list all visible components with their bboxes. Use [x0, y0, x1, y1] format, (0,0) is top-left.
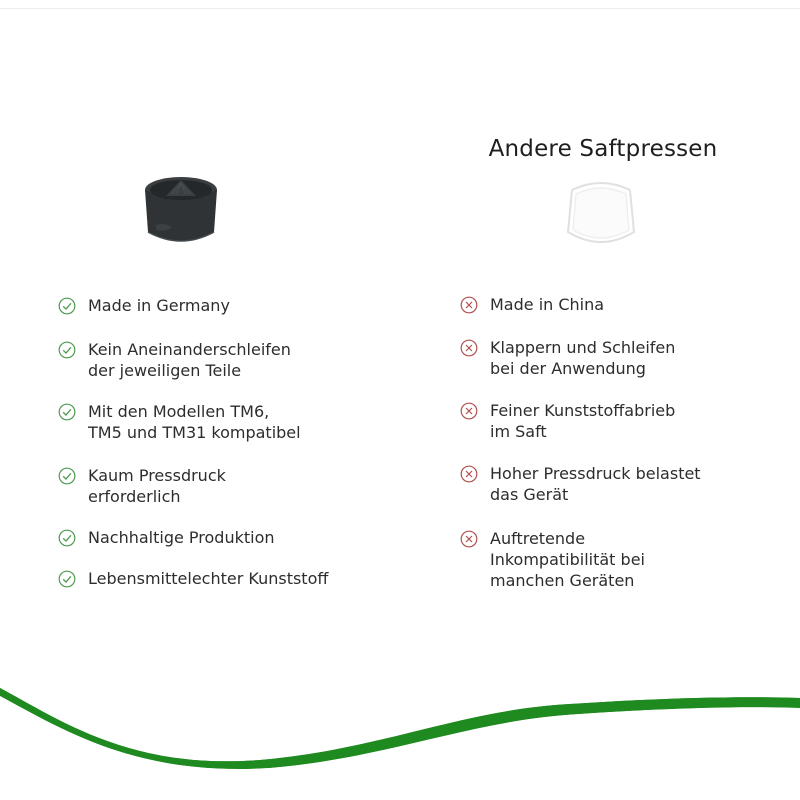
x-circle-icon — [460, 402, 478, 420]
line: Feiner Kunststoffabrieb — [490, 401, 676, 420]
line: der jeweiligen Teile — [88, 361, 242, 380]
advantage-text — [88, 295, 230, 316]
x-circle-icon — [460, 339, 478, 357]
x-circle-icon — [460, 296, 478, 314]
line: erforderlich — [88, 487, 181, 506]
disadvantage-text — [490, 294, 604, 315]
line: Kaum Pressdruck — [88, 466, 226, 485]
line: Made in China — [490, 295, 605, 314]
x-circle-icon — [460, 465, 478, 483]
line: Hoher Pressdruck belastet — [490, 464, 701, 483]
line: manchen Geräten — [490, 571, 635, 590]
check-circle-icon — [58, 467, 76, 485]
line: Klappern und Schleifen — [490, 338, 676, 357]
line: Auftretende — [490, 529, 586, 548]
line: Kein Aneinanderschleifen — [88, 340, 291, 359]
advantage-text — [88, 339, 291, 381]
line: Mit den Modellen TM6, — [88, 402, 270, 421]
right-column-title: Andere Saftpressen — [488, 136, 718, 162]
product-image-other-press — [560, 176, 642, 254]
check-circle-icon — [58, 570, 76, 588]
check-circle-icon — [58, 529, 76, 547]
disadvantage-text — [490, 337, 675, 379]
advantage-text — [88, 527, 275, 548]
check-circle-icon — [58, 297, 76, 315]
line: im Saft — [490, 422, 547, 441]
check-circle-icon — [58, 403, 76, 421]
line: Inkompatibilität bei — [490, 550, 645, 569]
disadvantage-text — [490, 463, 701, 505]
advantage-text — [88, 401, 301, 443]
line: Lebensmittelechter Kunststoff — [88, 569, 329, 588]
disadvantage-text — [490, 528, 645, 591]
product-image-juicer — [136, 170, 226, 250]
advantage-text — [88, 568, 328, 589]
line: bei der Anwendung — [490, 359, 646, 378]
advantage-text — [88, 465, 226, 507]
line: das Gerät — [490, 485, 569, 504]
check-circle-icon — [58, 341, 76, 359]
x-circle-icon — [460, 530, 478, 548]
line: Nachhaltige Produktion — [88, 528, 275, 547]
top-divider — [0, 8, 800, 9]
line: TM5 und TM31 kompatibel — [88, 423, 301, 442]
disadvantage-text — [490, 400, 675, 442]
line: Made in Germany — [88, 296, 230, 315]
green-wave-band — [0, 660, 800, 800]
